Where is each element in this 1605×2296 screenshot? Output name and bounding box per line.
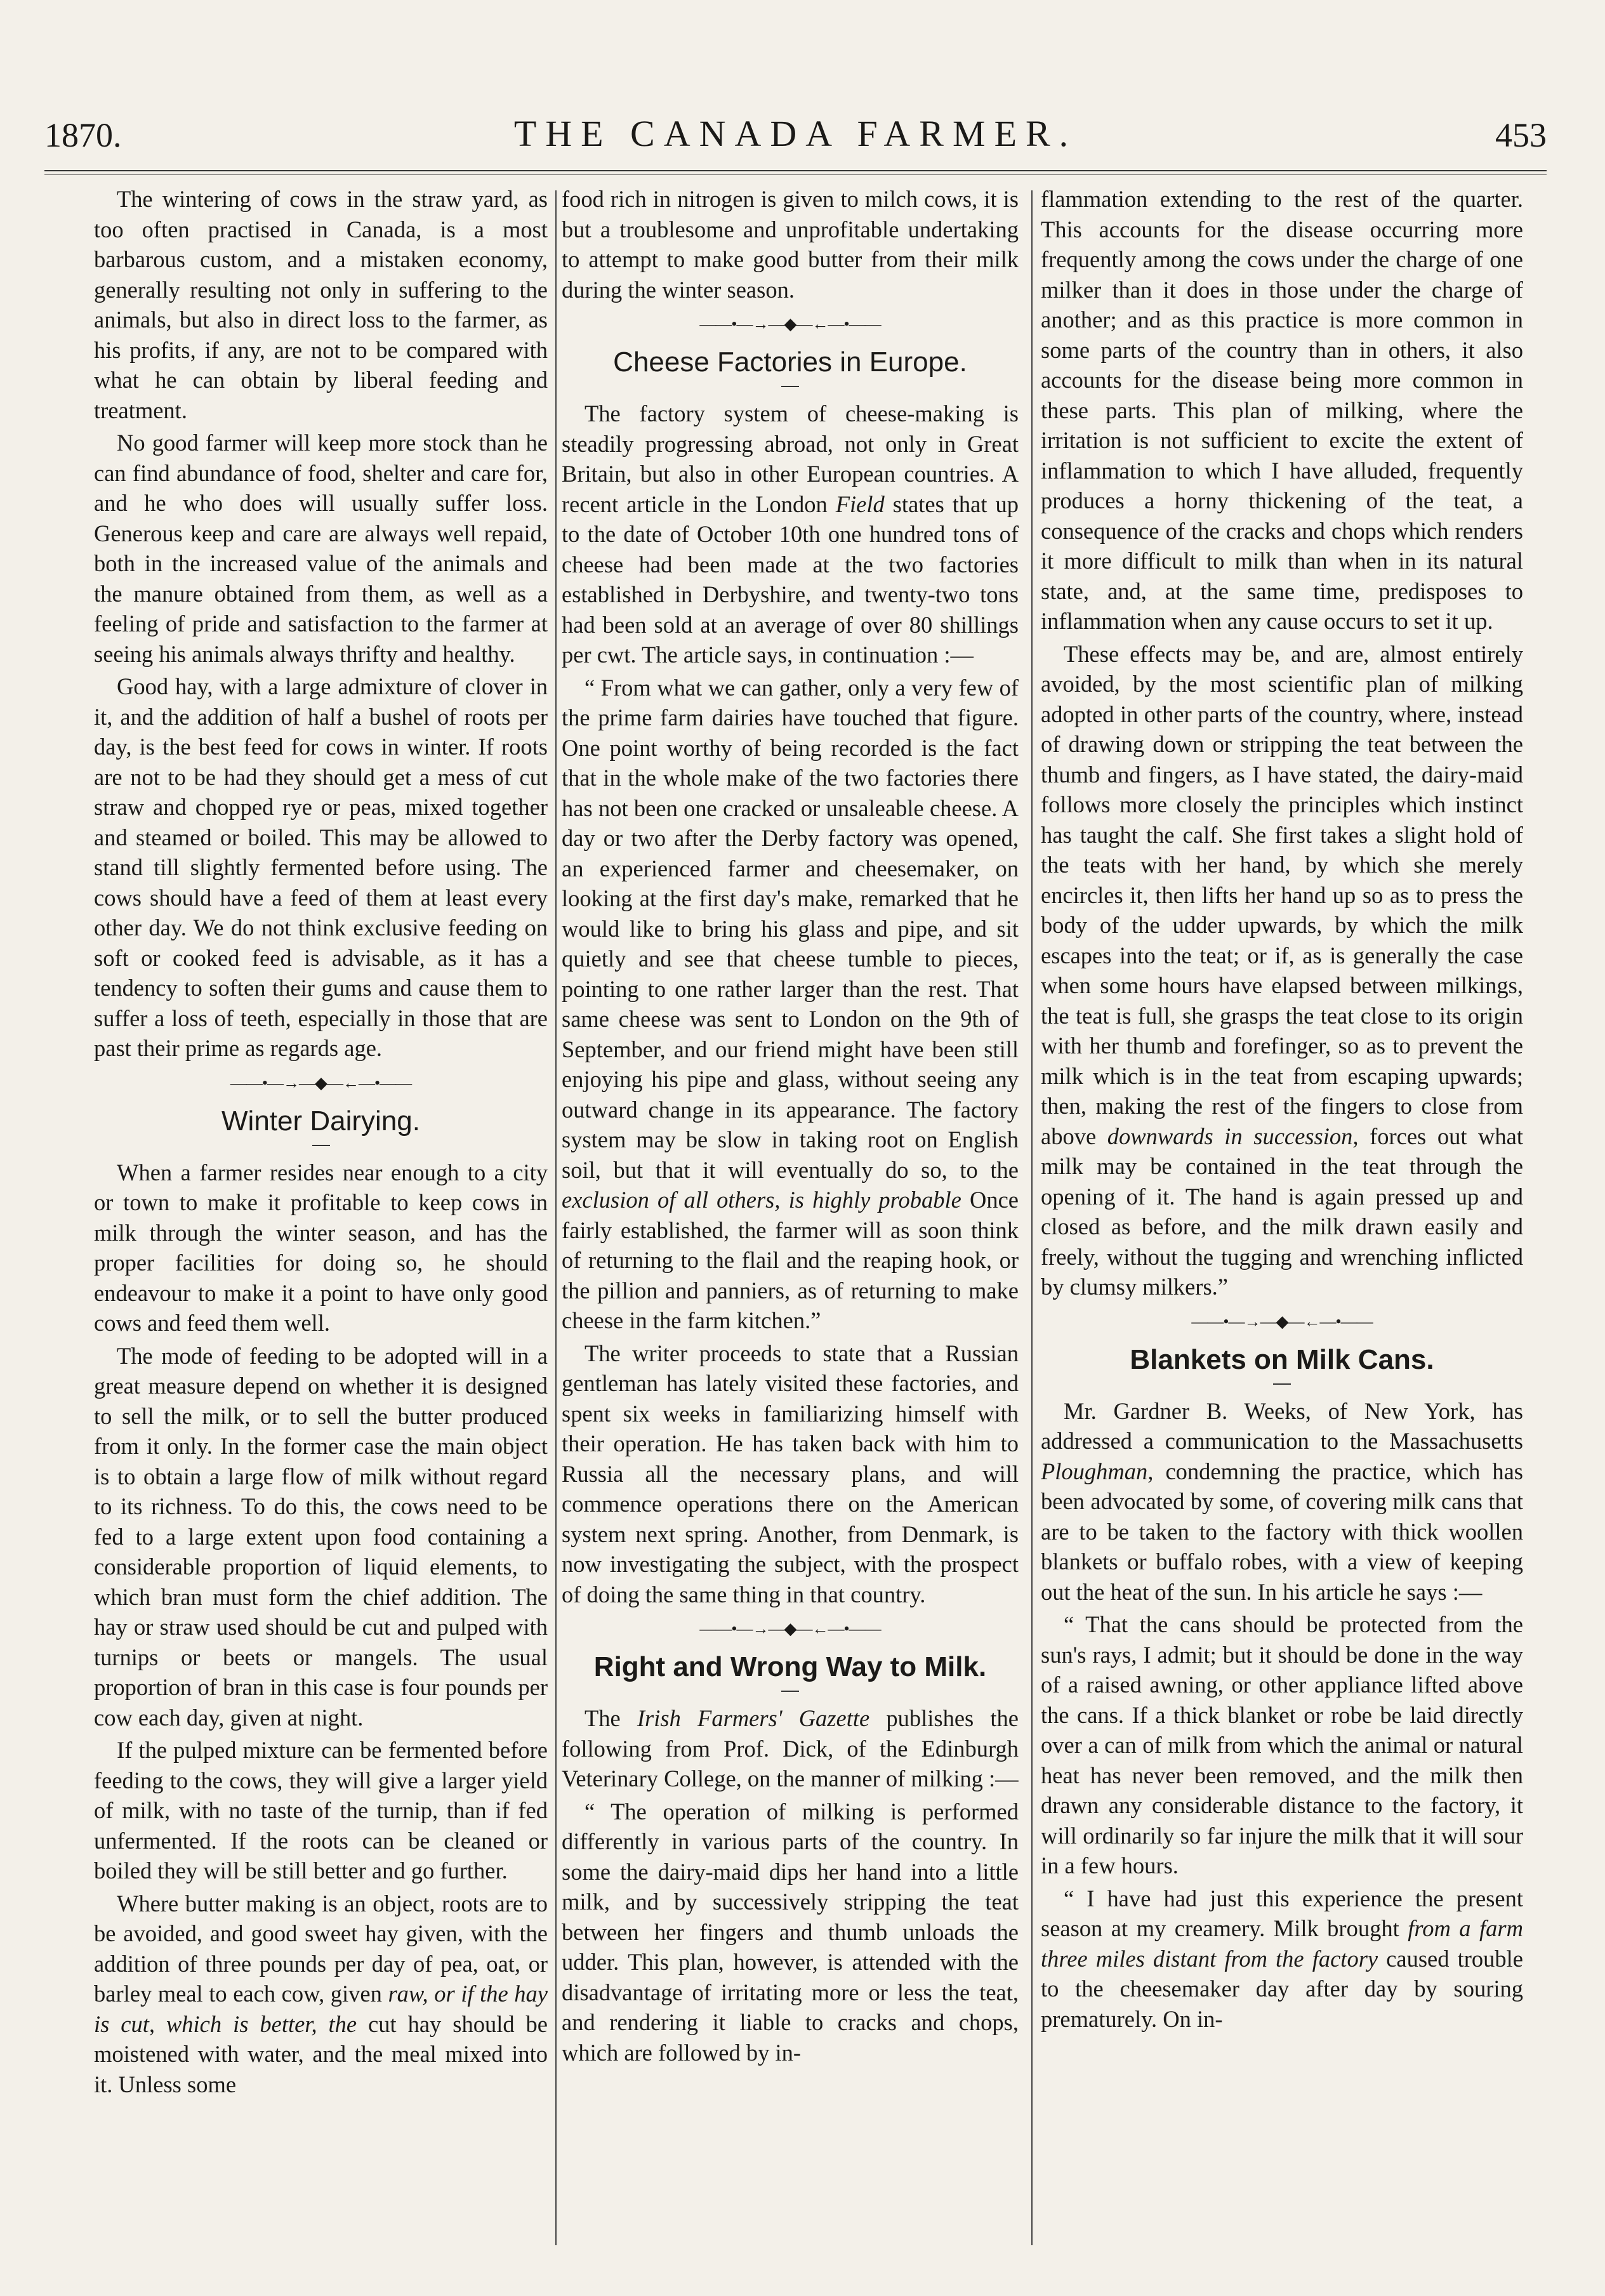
section-ornament: ——•—→—◆—←—•—— — [699, 1620, 881, 1638]
section-ornament: ——•—→—◆—←—•—— — [699, 315, 881, 333]
paragraph — [562, 673, 1019, 1336]
text-run: cut hay should be moistened with water, and the meal mixed into it. Unless some — [94, 2010, 548, 2097]
column-rule — [555, 190, 557, 2245]
paragraph — [94, 1889, 548, 2100]
heading-dash — [781, 386, 799, 387]
article-heading: Right and Wrong Way to Milk. — [593, 1651, 987, 1682]
masthead-rule — [44, 170, 1547, 175]
column-1 — [94, 184, 548, 2258]
paragraph: The writer proceeds to state that a Russian gentleman has lately visited these factories, and spent six weeks in familiarizing himself with their operation. He has taken back with him to Russia all the necessary plans, and will commence operations there on the American system next spring. Another, from Denmark, is now investigating the subject, with the prospect of doing the same thing in that country. — [562, 1340, 1019, 1607]
heading-dash — [1273, 1383, 1291, 1385]
italic-run: from a farm three miles distant from the factory — [1041, 1915, 1523, 1972]
section-ornament: ——•—→—◆—←—•—— — [230, 1073, 412, 1092]
italic-run: Ploughman, — [1041, 1458, 1154, 1484]
text-run: caused trouble to the cheesemaker day after day by souring prematurely. On in- — [1041, 1945, 1523, 2032]
paragraph: The mode of feeding to be adopted will in a great measure depend on whether it is designed to sell the milk, or to sell the butter produced from it only. In the former case the main object is to obtain a large flow of milk without regard to its richness. To do this, the cows need to be fed to a large extent upon food containing a considerable proportion of liquid elements, to which bran must form the chief addition. The hay or straw used should be cut and pulped with turnips or beets or mangels. The usual proportion of bran in this case is four pounds per cow each day, given at night. — [94, 1342, 548, 1731]
paragraph: The wintering of cows in the straw yard, as too often practised in Canada, is a most barbarous custom, and a mistaken economy, generally resulting not only in suffering to the animals, but also in direct loss to the farmer, as his profits, if any, are not to be compared with what he can obtain by liberal feeding and treatment. — [94, 186, 548, 423]
italic-run: raw, or if the hay is cut, which is better, the — [94, 1981, 548, 2037]
text-run: Where butter making is an object, roots are to be avoided, and good sweet hay given, with the addition of three pounds per day of pea, oat, or barley meal to each cow, given — [94, 1890, 548, 2007]
masthead — [44, 100, 1547, 183]
text-run: The — [585, 1705, 637, 1731]
text-run: “ I have had just this experience the present season at my creamery. Milk brought — [1041, 1885, 1523, 1941]
text-run: forces out what milk may be contained in the teat through the opening of it. The hand is again pressed up and closed as before, and the milk drawn easily and freely, without the tugging and wrenching inflicted by clumsy milkers.” — [1041, 1123, 1523, 1300]
page-number: 453 — [1495, 116, 1547, 154]
text-run: Mr. Gardner B. Weeks, of New York, has addressed a communication to the Massachusetts — [1041, 1397, 1523, 1454]
column-3 — [1041, 184, 1523, 2258]
heading-dash — [781, 1691, 799, 1692]
paragraph — [1041, 639, 1523, 1302]
paragraph: No good farmer will keep more stock than he can find abundance of food, shelter and care for, and he who does will usually suffer loss. Generous keep and care are always well repaid, both in the increased value of the animals and the manure obtained from them, as well as a feeling of pride and satisfaction to the farmer at seeing his animals always thrifty and healthy. — [94, 430, 548, 667]
paragraph: When a farmer resides near enough to a city or town to make it profitable to keep cows in milk through the winter season, and has the proper facilities for doing so, he should endeavour to make it a point to have only good cows and feed them well. — [94, 1159, 548, 1336]
paragraph: food rich in nitrogen is given to milch cows, it is but a troublesome and unprofitable undertaking to attempt to make good butter from their milk during the winter season. — [562, 186, 1019, 303]
italic-run: Field — [835, 491, 885, 517]
column-2 — [562, 184, 1019, 2258]
paragraph — [562, 1703, 1019, 1794]
article-heading: Winter Dairying. — [221, 1105, 420, 1137]
paragraph: “ The operation of milking is performed differently in various parts of the country. In some the dairy-maid dips her hand into a little milk, and by successively stripping the teat between her fingers and thumb unloads the udder. This plan, however, is attended with the disadvantage of irritating more or less the teat, and rendering it liable to cracks and chops, which are followed by in- — [562, 1798, 1019, 2066]
paragraph — [562, 399, 1019, 670]
paragraph — [1041, 1884, 1523, 2035]
text-run: Once fairly established, the farmer will as soon think of returning to the flail and the reaping hook, or the pillion and panniers, as of returning to make cheese in the farm kitchen.” — [562, 1187, 1019, 1333]
text-run: These effects may be, and are, almost entirely avoided, by the most scientific plan of milking adopted in other parts of the country, where, instead of drawing down or stripping the teat between the thumb and fingers, as I have stated, the dairy-maid follows more closely the principles which instinct has taught the calf. She first takes a slight hold of the teats with her hand, by which she merely encircles it, then lifts her hand up so as to press the body of the udder upwards, by which the milk escapes into the teat; or if, as is generally the case when some hours have elapsed between milkings, the teat is full, she grasps the teat close to its origin with her thumb and forefinger, so as to prevent the milk which is in the teat from escaping upwards; then, making the rest of the fingers to close from above — [1041, 640, 1523, 1149]
italic-run: Irish Farmers' Gazette — [637, 1705, 870, 1731]
masthead-title: THE CANADA FARMER. — [513, 113, 1078, 154]
text-run: The factory system of cheese-making is steadily progressing abroad, not only in Great Britain, but also in other European countries. A recent article in the London — [562, 400, 1019, 517]
text-run: “ From what we can gather, only a very few of the prime farm dairies have touched that figure. One point worthy of being recorded is the fact that in the whole make of the two factories there has not been one cracked or unsaleable cheese. A day or two after the Derby factory was opened, an experienced farmer and cheesemaker, on looking at the first day's make, remarked that he would like to bring his glass and pipe, and sit quietly and see that cheese tumble to pieces, pointing to one rather larger than the rest. That same cheese was sent to London on the 9th of September, and our friend might have been still enjoying his pipe and glass, without seeing any outward change in its appearance. The factory system may be slow in taking root on English soil, but that it will eventually do so, to the — [562, 674, 1019, 1183]
column-rule — [1031, 190, 1033, 2245]
paragraph: Good hay, with a large admixture of clover in it, and the addition of half a bushel of roots per day, is the best feed for cows in winter. If roots are not to be had they should get a mess of cut straw and chopped rye or peas, mixed together and steamed or boiled. This may be allowed to stand till slightly fermented before using. The cows should have a feed of them at least every other day. We do not think exclusive feeding on soft or cooked feed is advisable, as it has a tendency to soften their gums and cause them to suffer a loss of teeth, especially in those that are past their prime as regards age. — [94, 673, 548, 1061]
text-run: publishes the following from Prof. Dick, of the Edinburgh Veterinary College, on the manner of milking :— — [562, 1705, 1019, 1791]
italic-run: downwards in succession, — [1107, 1123, 1359, 1149]
paragraph: If the pulped mixture can be fermented before feeding to the cows, they will give a larger yield of milk, with no taste of the turnip, than if fed unfermented. If the roots can be cleaned or boiled they will be still better and go further. — [94, 1737, 548, 1884]
heading-dash — [312, 1145, 330, 1146]
masthead-year: 1870. — [44, 116, 122, 154]
italic-run: exclusion of all others, is highly probable — [562, 1187, 961, 1213]
text-run: condemning the practice, which has been advocated by some, of covering milk cans that are to be taken to the factory with thick woollen blankets or buffalo robes, with a view of keeping out the heat of the sun. In his article he says :— — [1041, 1458, 1523, 1605]
paragraph: “ That the cans should be protected from the sun's rays, I admit; but it should be done in the way of a raised awning, or other appliance lifted above the cans. If a thick blanket or robe be laid directly over a can of milk from which the animal or natural heat has never been removed, and the milk then drawn any considerable distance to the factory, it will ordinarily so far injure the milk that it will sour in a few hours. — [1041, 1611, 1523, 1878]
paragraph — [1041, 1396, 1523, 1607]
text-run: states that up to the date of October 10th one hundred tons of cheese had been made at the two factories established in Derbyshire, and twenty-two tons had been sold at an average of over 80 shillings per cwt. The article says, in continuation :— — [562, 491, 1019, 668]
paragraph: flammation extending to the rest of the quarter. This accounts for the disease occurring more frequently among the cows under the charge of one milker than it does in those under the charge of another; and as this practice is more common in some parts of the country than in others, it also accounts for the disease being more common in these parts. This plan of milking, where the irritation is not sufficient to excite the extent of inflammation to which I have alluded, frequently produces a horny thickening of the teat, a consequence of the cracks and chops which renders it more difficult to milk than when in its natural state, and, at the same time, predisposes to inflammation when any cause occurs to set it up. — [1041, 186, 1523, 634]
article-heading: Cheese Factories in Europe. — [613, 346, 967, 378]
article-heading: Blankets on Milk Cans. — [1130, 1343, 1434, 1375]
section-ornament: ——•—→—◆—←—•—— — [1191, 1312, 1373, 1331]
